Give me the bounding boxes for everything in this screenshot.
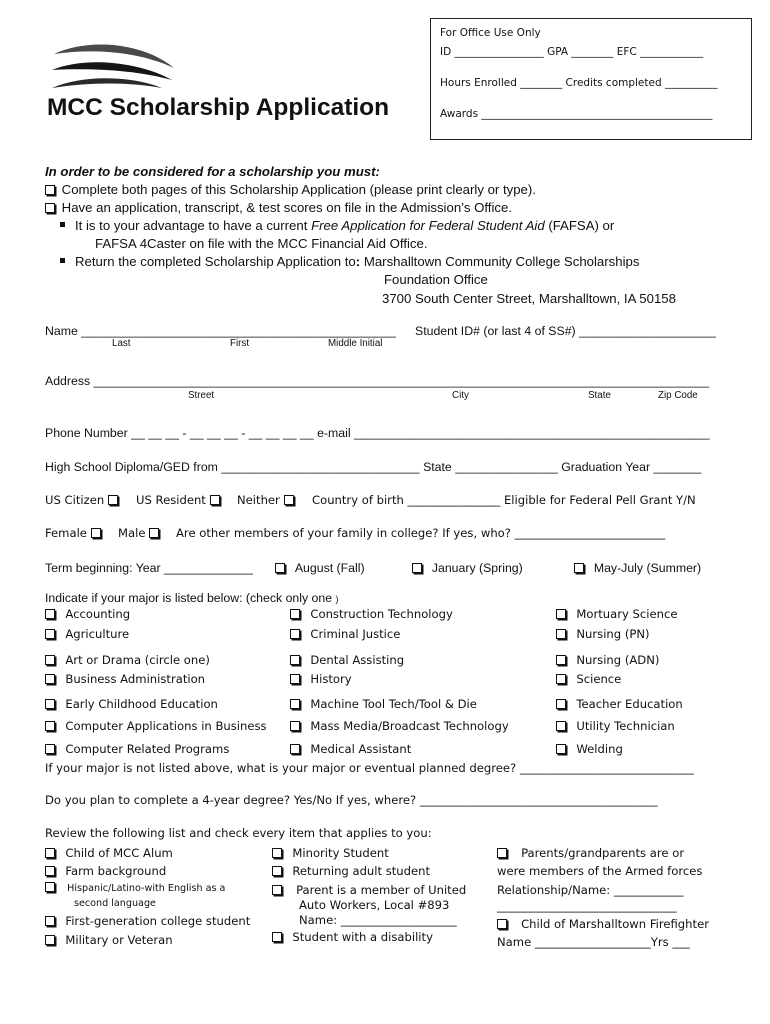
office-id-gpa-efc[interactable]: ID _________________ GPA ________ EFC ____________ (440, 46, 704, 58)
review-first-generation[interactable]: First-generation college student (45, 914, 250, 928)
major-option[interactable]: Computer Related Programs (45, 742, 229, 756)
checkbox-icon[interactable] (556, 629, 566, 639)
major-option[interactable]: Utility Technician (556, 719, 675, 733)
major-option[interactable]: Medical Assistant (290, 742, 411, 756)
female-option[interactable]: Female (45, 526, 104, 540)
bullet-icon (60, 222, 65, 227)
major-option[interactable]: Early Childhood Education (45, 697, 218, 711)
checkbox-icon[interactable] (556, 721, 566, 731)
checkbox-icon[interactable] (497, 848, 507, 858)
major-option[interactable]: Construction Technology (290, 607, 453, 621)
review-farm-background[interactable]: Farm background (45, 864, 166, 878)
requirement-fafsa-line2: FAFSA 4Caster on file with the MCC Financial Aid Office. (95, 236, 428, 251)
review-hispanic-line2: second language (74, 898, 156, 909)
review-disability[interactable]: Student with a disability (272, 930, 433, 944)
major-option[interactable]: Computer Applications in Business (45, 719, 267, 733)
bullet-icon (60, 258, 65, 263)
checkbox-icon[interactable] (272, 866, 282, 876)
requirement-bullet-return: Return the completed Scholarship Application to: Marshalltown Community College Scholarships (60, 254, 639, 269)
requirement-item: Have an application, transcript, & test scores on file in the Admission’s Office. (45, 200, 512, 215)
review-military-veteran[interactable]: Military or Veteran (45, 933, 173, 947)
checkbox-icon[interactable] (574, 563, 584, 573)
checkbox-icon[interactable] (210, 495, 220, 505)
checkbox-icon (45, 203, 55, 213)
checkbox-icon[interactable] (556, 674, 566, 684)
requirement-bullet-fafsa: It is to your advantage to have a current Free Application for Federal Student Aid (FAFSA) or (60, 218, 614, 233)
review-minority-student[interactable]: Minority Student (272, 846, 389, 860)
requirements-heading: In order to be considered for a scholarship you must: (45, 164, 380, 179)
review-hispanic[interactable]: Hispanic/Latino-with English as a (45, 883, 225, 894)
office-heading: For Office Use Only (440, 27, 541, 39)
term-summer-option[interactable]: May-July (Summer) (574, 561, 701, 575)
term-fall-option[interactable]: August (Fall) (275, 561, 365, 575)
checkbox-icon[interactable] (45, 848, 55, 858)
country-pell-field[interactable]: Country of birth ________________ Eligible for Federal Pell Grant Y/N (312, 493, 696, 507)
address-field[interactable]: Address __________________________________________________________________________________________ (45, 374, 710, 388)
major-option[interactable]: Science (556, 672, 621, 686)
major-option[interactable]: History (290, 672, 352, 686)
major-option[interactable]: Welding (556, 742, 623, 756)
review-blank-line[interactable]: _______________________________ (497, 899, 677, 913)
checkbox-icon[interactable] (272, 932, 282, 942)
checkbox-icon[interactable] (556, 609, 566, 619)
review-returning-adult[interactable]: Returning adult student (272, 864, 430, 878)
checkbox-icon[interactable] (275, 563, 285, 573)
checkbox-icon[interactable] (45, 935, 55, 945)
phone-email-field[interactable]: Phone Number __ __ __ - __ __ __ - __ __ __ __ e-mail ____________________________________________________ (45, 426, 710, 440)
review-armed-forces-line2: were members of the Armed forces (497, 864, 703, 878)
major-option[interactable]: Teacher Education (556, 697, 683, 711)
requirement-item: Complete both pages of this Scholarship Application (please print clearly or type). (45, 182, 536, 197)
checkbox-icon[interactable] (290, 655, 300, 665)
office-awards[interactable]: Awards ____________________________________________ (440, 108, 713, 120)
mcc-logo-swoosh (48, 40, 178, 92)
name-first-label: First (230, 338, 250, 349)
male-option[interactable]: Male (118, 526, 162, 540)
name-last-label: Last (112, 338, 131, 349)
checkbox-icon[interactable] (45, 629, 55, 639)
checkbox-icon[interactable] (284, 495, 294, 505)
checkbox-icon[interactable] (45, 655, 55, 665)
checkbox-icon[interactable] (149, 528, 159, 538)
review-parent-uaw[interactable]: Parent is a member of United (272, 883, 466, 897)
checkbox-icon[interactable] (290, 674, 300, 684)
checkbox-icon[interactable] (272, 885, 282, 895)
checkbox-icon[interactable] (556, 655, 566, 665)
checkbox-icon[interactable] (497, 919, 507, 929)
page-title: MCC Scholarship Application (47, 94, 390, 121)
review-firefighter[interactable]: Child of Marshalltown Firefighter (497, 917, 709, 931)
four-year-degree-field[interactable]: Do you plan to complete a 4-year degree? Yes/No If yes, where? _________________________________________ (45, 793, 658, 807)
major-option[interactable]: Criminal Justice (290, 627, 400, 641)
office-hours-credits[interactable]: Hours Enrolled ________ Credits completed __________ (440, 77, 718, 89)
other-major-field[interactable]: If your major is not listed above, what is your major or eventual planned degree? ______________________________ (45, 761, 694, 775)
checkbox-icon[interactable] (272, 848, 282, 858)
office-use-box (430, 18, 752, 140)
checkbox-icon[interactable] (556, 699, 566, 709)
us-citizen-option[interactable]: US Citizen (45, 493, 121, 507)
checkbox-icon[interactable] (45, 882, 55, 892)
major-option[interactable]: Nursing (PN) (556, 627, 650, 641)
review-relationship-name-field[interactable]: Relationship/Name: ____________ (497, 883, 684, 897)
checkbox-icon[interactable] (45, 674, 55, 684)
family-in-college-field[interactable]: Are other members of your family in college? If yes, who? __________________________ (176, 526, 666, 540)
high-school-field[interactable]: High School Diploma/GED from _____________________________ State _______________ Graduation Year _______ (45, 460, 702, 474)
checkbox-icon[interactable] (45, 866, 55, 876)
checkbox-icon[interactable] (412, 563, 422, 573)
checkbox-icon (45, 185, 55, 195)
neither-option[interactable]: Neither (237, 493, 297, 507)
checkbox-icon[interactable] (45, 699, 55, 709)
major-option[interactable]: Mass Media/Broadcast Technology (290, 719, 509, 733)
major-option[interactable]: Dental Assisting (290, 653, 404, 667)
address-state-label: State (588, 390, 611, 401)
major-option[interactable]: Mortuary Science (556, 607, 678, 621)
review-heading: Review the following list and check every item that applies to you: (45, 826, 432, 840)
major-option[interactable]: Machine Tool Tech/Tool & Die (290, 697, 477, 711)
checkbox-icon[interactable] (45, 916, 55, 926)
major-option[interactable]: Art or Drama (circle one) (45, 653, 210, 667)
return-address-line1: Foundation Office (384, 272, 488, 287)
checkbox-icon[interactable] (290, 744, 300, 754)
review-parent-uaw-line2: Auto Workers, Local #893 (299, 898, 450, 912)
address-zip-label: Zip Code (658, 390, 698, 401)
return-address-line2: 3700 South Center Street, Marshalltown, IA 50158 (382, 291, 676, 306)
review-firefighter-name-field[interactable]: Name ____________________Yrs ___ (497, 935, 690, 949)
student-id-field[interactable]: Student ID# (or last 4 of SS#) ____________________ (415, 324, 716, 338)
term-year-field[interactable]: Term beginning: Year _____________ (45, 561, 253, 575)
major-option[interactable]: Agriculture (45, 627, 129, 641)
checkbox-icon[interactable] (45, 609, 55, 619)
checkbox-icon[interactable] (45, 721, 55, 731)
review-parent-uaw-name-field[interactable]: Name: ____________________ (299, 913, 457, 927)
major-option[interactable]: Accounting (45, 607, 130, 621)
checkbox-icon[interactable] (45, 744, 55, 754)
major-option[interactable]: Nursing (ADN) (556, 653, 659, 667)
checkbox-icon[interactable] (290, 609, 300, 619)
address-city-label: City (452, 390, 469, 401)
checkbox-icon[interactable] (556, 744, 566, 754)
checkbox-icon[interactable] (91, 528, 101, 538)
address-street-label: Street (188, 390, 215, 401)
checkbox-icon[interactable] (290, 721, 300, 731)
checkbox-icon[interactable] (108, 495, 118, 505)
checkbox-icon[interactable] (290, 629, 300, 639)
majors-heading: Indicate if your major is listed below: (check only one ) (45, 591, 339, 605)
name-field[interactable]: Name ______________________________________________ (45, 324, 396, 338)
checkbox-icon[interactable] (290, 699, 300, 709)
term-spring-option[interactable]: January (Spring) (412, 561, 523, 575)
name-middle-label: Middle Initial (328, 338, 383, 349)
us-resident-option[interactable]: US Resident (136, 493, 223, 507)
review-child-mcc-alum[interactable]: Child of MCC Alum (45, 846, 173, 860)
review-parents-armed-forces[interactable]: Parents/grandparents are or (497, 846, 684, 860)
major-option[interactable]: Business Administration (45, 672, 205, 686)
